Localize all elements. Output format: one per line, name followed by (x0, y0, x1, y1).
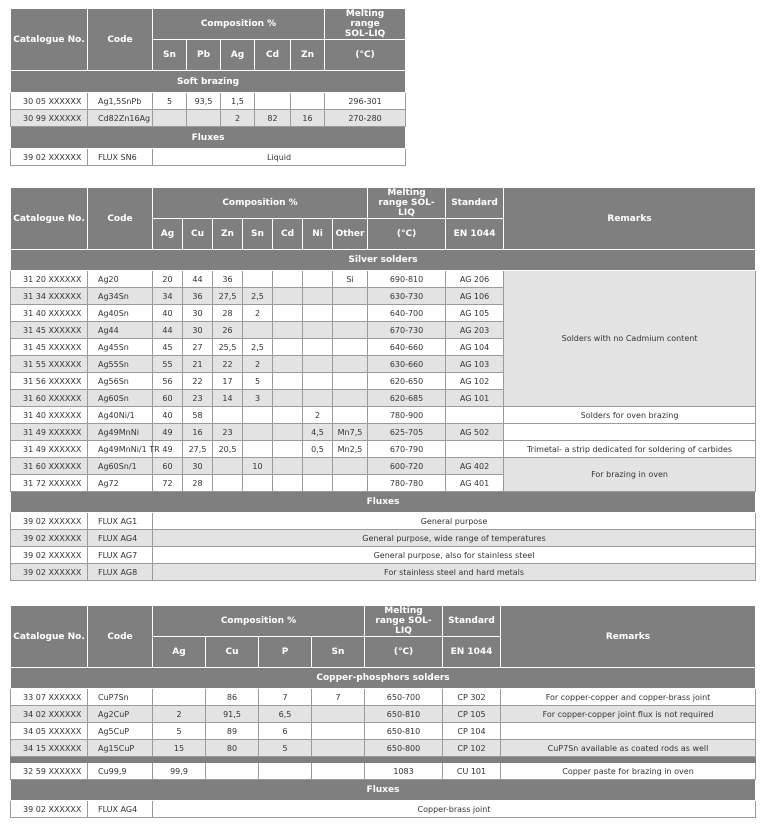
catalogue-no: 34 15 XXXXXX (11, 740, 88, 757)
value-cu: 22 (183, 373, 213, 390)
header-unit: (°C) (368, 219, 446, 250)
catalogue-no: 39 02 XXXXXX (11, 513, 88, 530)
standard: CU 101 (443, 763, 501, 780)
header-remarks: Remarks (501, 606, 756, 668)
catalogue-no: 39 02 XXXXXX (11, 530, 88, 547)
value-sn (312, 763, 365, 780)
code: Ag20 (88, 271, 153, 288)
value-sn: 7 (312, 689, 365, 706)
header-p: P (259, 637, 312, 668)
standard (446, 441, 504, 458)
value-sn: 5 (153, 93, 187, 110)
standard: AG 103 (446, 356, 504, 373)
code: Ag40Ni/1 (88, 407, 153, 424)
value-ag: 99,9 (153, 763, 206, 780)
catalogue-no: 31 49 XXXXXX (11, 441, 88, 458)
value-zn: 23 (213, 424, 243, 441)
value-cu: 30 (183, 458, 213, 475)
section-fluxes: Fluxes (11, 780, 756, 801)
value-cd (273, 356, 303, 373)
value-zn: 16 (291, 110, 325, 127)
catalogue-no: 31 72 XXXXXX (11, 475, 88, 492)
value-ni: 0,5 (303, 441, 333, 458)
value-sn (312, 723, 365, 740)
header-catalogue: Catalogue No. (11, 188, 88, 250)
code: CuP7Sn (88, 689, 153, 706)
code: Cu99,9 (88, 763, 153, 780)
value-p: 5 (259, 740, 312, 757)
catalogue-no: 31 34 XXXXXX (11, 288, 88, 305)
value-cd: 82 (255, 110, 291, 127)
value-ag: 49 (153, 424, 183, 441)
remarks: For brazing in oven (504, 458, 756, 492)
table-row (11, 723, 756, 740)
standard: CP 105 (443, 706, 501, 723)
value-sn (243, 441, 273, 458)
value-other: Si (333, 271, 368, 288)
header-catalogue: Catalogue No. (11, 606, 88, 668)
catalogue-no: 32 59 XXXXXX (11, 763, 88, 780)
remarks: CuP7Sn available as coated rods as well (501, 740, 756, 757)
value-sn: 2 (243, 356, 273, 373)
value-cd (273, 390, 303, 407)
value-ni (303, 458, 333, 475)
value-other (333, 407, 368, 424)
header-catalogue: Catalogue No. (11, 9, 88, 71)
value-zn: 20,5 (213, 441, 243, 458)
value-sn: 2 (243, 305, 273, 322)
value-sn (243, 271, 273, 288)
flux-row (11, 564, 756, 581)
header-code: Code (88, 188, 153, 250)
header-melting: Melting range SOL-LIQ (368, 188, 446, 219)
catalogue-no: 31 49 XXXXXX (11, 424, 88, 441)
silver-solders-table (10, 187, 756, 581)
value-ag: 55 (153, 356, 183, 373)
remarks: For copper-copper and copper-brass joint (501, 689, 756, 706)
header-ag: Ag (153, 219, 183, 250)
code: Ag60Sn (88, 390, 153, 407)
value-sn (243, 424, 273, 441)
value-zn: 22 (213, 356, 243, 373)
value-cu: 80 (206, 740, 259, 757)
standard: AG 106 (446, 288, 504, 305)
remarks (501, 723, 756, 740)
header-unit: (°C) (365, 637, 443, 668)
value-ag: 72 (153, 475, 183, 492)
standard (446, 407, 504, 424)
standard: AG 206 (446, 271, 504, 288)
value-other (333, 322, 368, 339)
code: Ag34Sn (88, 288, 153, 305)
value-ag: 44 (153, 322, 183, 339)
value-ni (303, 339, 333, 356)
code: Ag72 (88, 475, 153, 492)
melting-range: 670-790 (368, 441, 446, 458)
header-pb: Pb (187, 40, 221, 71)
standard: AG 401 (446, 475, 504, 492)
melting-range: 650-800 (365, 740, 443, 757)
code: Ag1,5SnPb (88, 93, 153, 110)
value-ag (153, 689, 206, 706)
table-row (11, 407, 756, 424)
melting-range: 620-650 (368, 373, 446, 390)
value-ag: 20 (153, 271, 183, 288)
value-ag: 2 (221, 110, 255, 127)
melting-range: 650-810 (365, 706, 443, 723)
value-zn: 36 (213, 271, 243, 288)
value-sn (243, 475, 273, 492)
value-cd (273, 441, 303, 458)
standard: CP 102 (443, 740, 501, 757)
catalogue-no: 31 60 XXXXXX (11, 458, 88, 475)
value-ag: 2 (153, 706, 206, 723)
table-row (11, 424, 756, 441)
value-sn: 2,5 (243, 288, 273, 305)
remarks: Trimetal- a strip dedicated for soldering of carbides (504, 441, 756, 458)
flux-description: Liquid (153, 149, 406, 166)
value-ni (303, 288, 333, 305)
standard: CP 302 (443, 689, 501, 706)
catalogue-no: 31 55 XXXXXX (11, 356, 88, 373)
section-silver-solders: Silver solders (11, 250, 756, 271)
flux-description: General purpose (153, 513, 756, 530)
header-composition: Composition % (153, 9, 325, 40)
value-cd (273, 424, 303, 441)
catalogue-no: 39 02 XXXXXX (11, 564, 88, 581)
section-fluxes: Fluxes (11, 127, 406, 149)
catalogue-no: 39 02 XXXXXX (11, 801, 88, 818)
header-zn: Zn (291, 40, 325, 71)
value-p: 6,5 (259, 706, 312, 723)
code: Ag2CuP (88, 706, 153, 723)
value-cd (273, 339, 303, 356)
value-ag: 49 (153, 441, 183, 458)
flux-row (11, 530, 756, 547)
melting-range: 690-810 (368, 271, 446, 288)
catalogue-no: 31 20 XXXXXX (11, 271, 88, 288)
catalogue-no: 39 02 XXXXXX (11, 547, 88, 564)
value-cd (273, 458, 303, 475)
value-cd (273, 407, 303, 424)
melting-range: 780-780 (368, 475, 446, 492)
header-zn: Zn (213, 219, 243, 250)
value-cu: 21 (183, 356, 213, 373)
value-other (333, 356, 368, 373)
value-cd (273, 288, 303, 305)
catalogue-no: 34 05 XXXXXX (11, 723, 88, 740)
header-melting: Melting range SOL-LIQ (365, 606, 443, 637)
value-cu: 27 (183, 339, 213, 356)
section-fluxes: Fluxes (11, 492, 756, 513)
melting-range: 620-685 (368, 390, 446, 407)
table-row (11, 706, 756, 723)
standard: AG 105 (446, 305, 504, 322)
code: Ag49MnNi/1 TR (88, 441, 153, 458)
value-zn (213, 407, 243, 424)
code: Ag55Sn (88, 356, 153, 373)
standard: AG 502 (446, 424, 504, 441)
value-zn (213, 475, 243, 492)
value-ag: 34 (153, 288, 183, 305)
code: Ag40Sn (88, 305, 153, 322)
standard: AG 102 (446, 373, 504, 390)
code: Ag15CuP (88, 740, 153, 757)
catalogue-no: 31 40 XXXXXX (11, 305, 88, 322)
value-cd (273, 305, 303, 322)
remarks: Solders with no Cadmium content (504, 271, 756, 407)
catalogue-no: 31 45 XXXXXX (11, 322, 88, 339)
value-other (333, 288, 368, 305)
catalogue-no: 34 02 XXXXXX (11, 706, 88, 723)
header-sn: Sn (153, 40, 187, 71)
header-other: Other (333, 219, 368, 250)
remarks: For copper-copper joint flux is not required (501, 706, 756, 723)
catalogue-no: 30 99 XXXXXX (11, 110, 88, 127)
catalogue-no: 31 56 XXXXXX (11, 373, 88, 390)
value-sn (312, 706, 365, 723)
value-ag: 40 (153, 407, 183, 424)
value-ag: 45 (153, 339, 183, 356)
soft-brazing-table (10, 8, 406, 166)
code: FLUX AG4 (88, 801, 153, 818)
value-ni (303, 322, 333, 339)
melting-range: 270-280 (325, 110, 406, 127)
value-ag: 56 (153, 373, 183, 390)
table-row (11, 441, 756, 458)
table-row (11, 689, 756, 706)
value-ni: 2 (303, 407, 333, 424)
header-ni: Ni (303, 219, 333, 250)
value-cd (273, 475, 303, 492)
catalogue-no: 39 02 XXXXXX (11, 149, 88, 166)
value-zn: 25,5 (213, 339, 243, 356)
code: Cd82Zn16Ag (88, 110, 153, 127)
value-zn: 14 (213, 390, 243, 407)
value-cu (206, 763, 259, 780)
catalogue-no: 31 60 XXXXXX (11, 390, 88, 407)
value-p (259, 763, 312, 780)
melting-range: 630-660 (368, 356, 446, 373)
value-ni (303, 373, 333, 390)
header-remarks: Remarks (504, 188, 756, 250)
section-copper-phosphors: Copper-phosphors solders (11, 668, 756, 689)
value-ni (303, 356, 333, 373)
value-ni (303, 390, 333, 407)
melting-range: 625-705 (368, 424, 446, 441)
code: FLUX AG8 (88, 564, 153, 581)
header-standard: Standard (446, 188, 504, 219)
value-zn (213, 458, 243, 475)
table-row (11, 740, 756, 757)
header-sn: Sn (312, 637, 365, 668)
value-cu: 86 (206, 689, 259, 706)
value-zn: 27,5 (213, 288, 243, 305)
melting-range: 650-700 (365, 689, 443, 706)
value-other: Mn7,5 (333, 424, 368, 441)
value-zn: 28 (213, 305, 243, 322)
value-cu: 27,5 (183, 441, 213, 458)
header-code: Code (88, 606, 153, 668)
standard: AG 104 (446, 339, 504, 356)
standard: CP 104 (443, 723, 501, 740)
value-pb: 93,5 (187, 93, 221, 110)
value-ni: 4,5 (303, 424, 333, 441)
catalogue-no: 31 40 XXXXXX (11, 407, 88, 424)
value-cu: 91,5 (206, 706, 259, 723)
code: FLUX AG1 (88, 513, 153, 530)
melting-range: 640-700 (368, 305, 446, 322)
value-ag: 60 (153, 458, 183, 475)
header-en1044: EN 1044 (443, 637, 501, 668)
header-unit: (°C) (325, 40, 406, 71)
melting-range: 670-730 (368, 322, 446, 339)
value-ag: 40 (153, 305, 183, 322)
code: Ag5CuP (88, 723, 153, 740)
value-cd (273, 322, 303, 339)
value-cu: 44 (183, 271, 213, 288)
value-pb (187, 110, 221, 127)
code: FLUX AG4 (88, 530, 153, 547)
value-other (333, 390, 368, 407)
value-zn (291, 93, 325, 110)
value-zn: 17 (213, 373, 243, 390)
standard: AG 203 (446, 322, 504, 339)
value-cu: 30 (183, 322, 213, 339)
value-cu: 36 (183, 288, 213, 305)
value-zn: 26 (213, 322, 243, 339)
header-sn: Sn (243, 219, 273, 250)
value-other (333, 475, 368, 492)
header-composition: Composition % (153, 188, 368, 219)
flux-description: For stainless steel and hard metals (153, 564, 756, 581)
value-p: 6 (259, 723, 312, 740)
melting-range: 640-660 (368, 339, 446, 356)
value-ni (303, 475, 333, 492)
header-en1044: EN 1044 (446, 219, 504, 250)
header-cu: Cu (183, 219, 213, 250)
catalogue-no: 33 07 XXXXXX (11, 689, 88, 706)
value-other (333, 339, 368, 356)
table-row (11, 271, 756, 288)
value-other (333, 373, 368, 390)
value-cu: 89 (206, 723, 259, 740)
value-other (333, 458, 368, 475)
flux-description: Copper-brass joint (153, 801, 756, 818)
value-sn (153, 110, 187, 127)
catalogue-no: 30 05 XXXXXX (11, 93, 88, 110)
section-soft-brazing: Soft brazing (11, 71, 406, 93)
value-sn: 2,5 (243, 339, 273, 356)
flux-description: General purpose, also for stainless steel (153, 547, 756, 564)
value-ni (303, 271, 333, 288)
value-sn (243, 322, 273, 339)
value-sn (312, 740, 365, 757)
value-p: 7 (259, 689, 312, 706)
value-cu: 58 (183, 407, 213, 424)
value-other (333, 305, 368, 322)
value-cd (273, 271, 303, 288)
value-ag: 60 (153, 390, 183, 407)
code: Ag60Sn/1 (88, 458, 153, 475)
header-composition: Composition % (153, 606, 365, 637)
value-sn: 10 (243, 458, 273, 475)
value-other: Mn2,5 (333, 441, 368, 458)
melting-range: 630-730 (368, 288, 446, 305)
value-cd (273, 373, 303, 390)
value-ag: 5 (153, 723, 206, 740)
header-melting: Melting range SOL-LIQ (325, 9, 406, 40)
standard: AG 101 (446, 390, 504, 407)
copper-phosphor-table (10, 605, 756, 818)
flux-description: General purpose, wide range of temperatures (153, 530, 756, 547)
code: Ag49MnNi (88, 424, 153, 441)
header-standard: Standard (443, 606, 501, 637)
remarks: Copper paste for brazing in oven (501, 763, 756, 780)
code: Ag45Sn (88, 339, 153, 356)
header-code: Code (88, 9, 153, 71)
value-sn: 3 (243, 390, 273, 407)
melting-range: 1083 (365, 763, 443, 780)
value-cu: 23 (183, 390, 213, 407)
header-ag: Ag (153, 637, 206, 668)
code: FLUX AG7 (88, 547, 153, 564)
header-cu: Cu (206, 637, 259, 668)
value-ag: 15 (153, 740, 206, 757)
code: Ag44 (88, 322, 153, 339)
catalogue-no: 31 45 XXXXXX (11, 339, 88, 356)
melting-range: 600-720 (368, 458, 446, 475)
value-cu: 28 (183, 475, 213, 492)
header-ag: Ag (221, 40, 255, 71)
header-cd: Cd (255, 40, 291, 71)
value-cu: 16 (183, 424, 213, 441)
standard: AG 402 (446, 458, 504, 475)
value-cd (255, 93, 291, 110)
header-cd: Cd (273, 219, 303, 250)
code: FLUX SN6 (88, 149, 153, 166)
value-cu: 30 (183, 305, 213, 322)
code: Ag56Sn (88, 373, 153, 390)
remarks: Solders for oven brazing (504, 407, 756, 424)
value-sn: 5 (243, 373, 273, 390)
value-ni (303, 305, 333, 322)
melting-range: 780-900 (368, 407, 446, 424)
value-ag: 1,5 (221, 93, 255, 110)
table-row (11, 458, 756, 475)
melting-range: 650-810 (365, 723, 443, 740)
flux-row (11, 513, 756, 530)
flux-row (11, 547, 756, 564)
remarks (504, 424, 756, 441)
melting-range: 296-301 (325, 93, 406, 110)
value-sn (243, 407, 273, 424)
